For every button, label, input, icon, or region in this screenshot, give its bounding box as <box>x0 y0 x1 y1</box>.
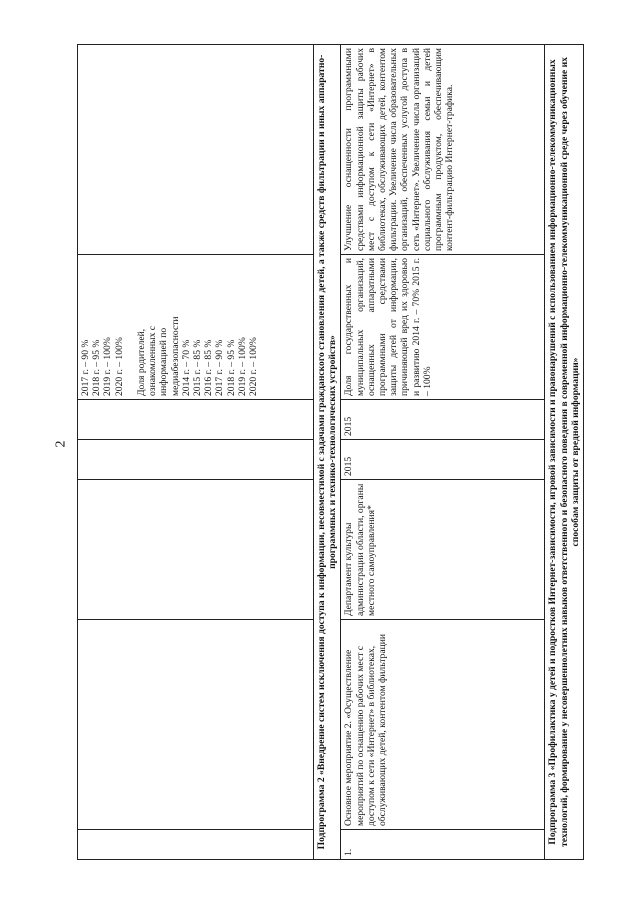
cont-start-cell <box>78 440 314 480</box>
row1-start-year: 2015 <box>341 440 545 480</box>
subprogram2-row <box>314 45 341 860</box>
row1-activity: Основное мероприятие 2. «Осуществление мероприятий по оснащению рабочих мест с доступом к сети «Интернет» в библиотеках, обслуживающих детей, контентом фильтрации <box>341 620 545 830</box>
continuation-row <box>78 45 314 860</box>
row1-end-year: 2015 <box>341 400 545 440</box>
row1-num: 1. <box>341 830 545 860</box>
cont-results-cell <box>78 45 314 255</box>
program-table <box>77 44 584 860</box>
cont-executor-cell <box>78 480 314 620</box>
cont-num-cell <box>78 830 314 860</box>
activity-row-1 <box>341 45 545 860</box>
row1-executor: Департамент культуры администрации области, органы местного самоуправления* <box>341 480 545 620</box>
row1-indicators: Доля государственных и муниципальных организаций, оснащенных аппаратными программными средствами защиты детей от информации, причиняющей вред их здоровью и развитию 2014 г. – 70% 2015 г. – 100% <box>341 255 545 400</box>
row1-results: Улучшение оснащенности программными средствами информационной защиты рабочих мест с доступом к сети «Интернет» в библиотеках, обслуживающих детей, контентом фильтрации. Увеличение числа образовательных организаций, обеспеченных услугой доступа в сеть «Интернет». Увеличение числа организаций социального обслуживания семьи и детей программным продуктом, обеспечивающим контент-фильтрацию Интернет-трафика. <box>341 45 545 255</box>
page-number: 2 <box>53 440 69 448</box>
cont-end-cell <box>78 400 314 440</box>
cont-activity-cell <box>78 620 314 830</box>
rotated-table-page <box>77 45 607 860</box>
subprogram2-heading: Подпрограмма 2 «Внедрение систем исключения доступа к информации, несовместимой с задачами гражданского становления детей, а также средств фильтрации и иных аппаратно-программных и технико-технологических устройств» <box>314 45 341 860</box>
cont-indicators-cell: 2017 г. – 90 % 2018 г. – 95 % 2019 г. – 100% 2020 г. – 100% Доля родителей, ознакомленных с информацией по медиабезопасности 2014 г. – 70 % 2015 г. – 85 % 2016 г. – 85 % 2017 г. – 90 % 2018 г. – 95 % 2019 г. – 100% 2020 г. – 100% <box>78 255 314 400</box>
subprogram3-row <box>545 45 584 860</box>
subprogram3-heading: Подпрограмма 3 «Профилактика у детей и подростков Интернет-зависимости, игровой зависимости и правонарушений с использованием информационно-телекоммуникационных технологий, формирование у несовершеннолетних навыков ответственного и безопасного поведения в современной информационно-телекоммуникационной среде через обучение их способам защиты от вредной информации» <box>545 45 584 860</box>
